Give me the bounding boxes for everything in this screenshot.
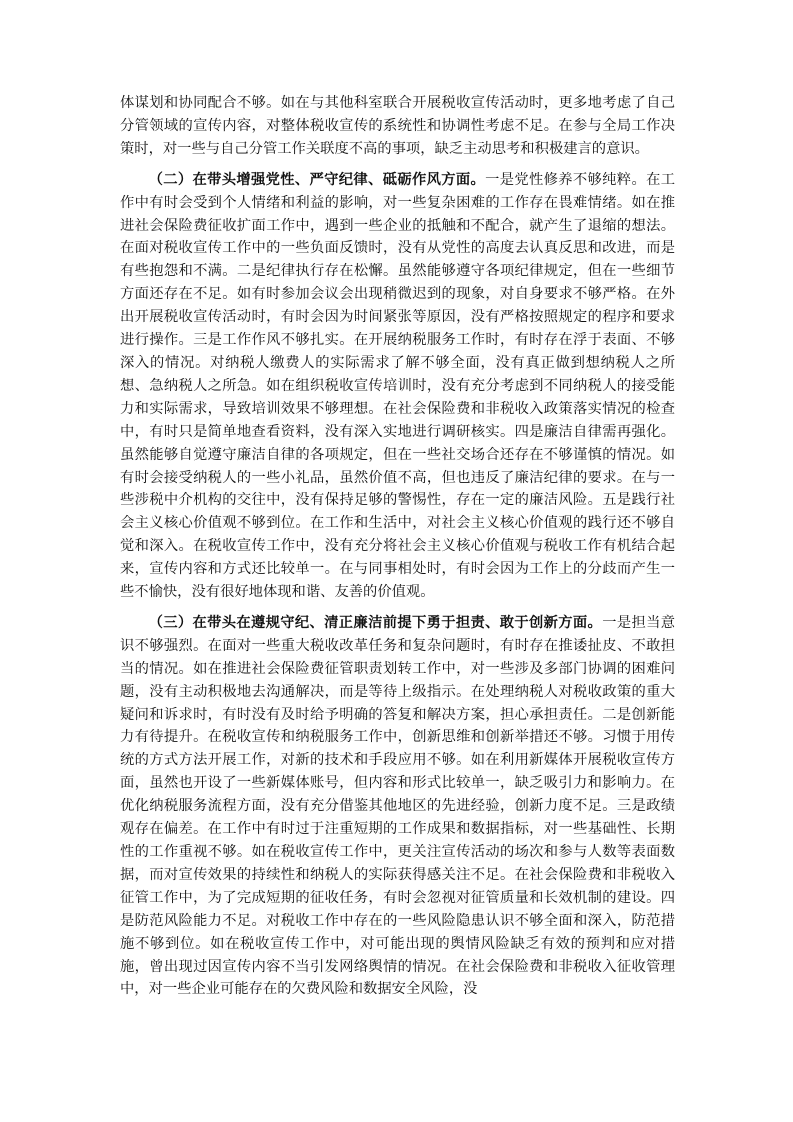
- document-page: [120, 92, 675, 1009]
- paragraph-3: [120, 612, 675, 1001]
- section-heading-2: （二）在带头增强党性、严守纪律、砥砺作风方面。: [148, 171, 486, 188]
- paragraph-2-text: 一是党性修养不够纯粹。在工作中有时会受到个人情绪和利益的影响，对一些复杂困难的工作存在畏难情绪。如在推进社会保险费征收扩面工作中，遇到一些企业的抵触和不配合，就产生了退缩的想法。在面对税收宣传工作中的一些负面反馈时，没有从党性的高度去认真反思和改进，而是有些抱怨和不满。二是纪律执行存在松懈。虽然能够遵守各项纪律规定，但在一些细节方面还存在不足。如有时参加会议会出现稍微迟到的现象，对自身要求不够严格。在外出开展税收宣传活动时，有时会因为时间紧张等原因，没有严格按照规定的程序和要求进行操作。三是工作作风不够扎实。在开展纳税服务工作时，有时存在浮于表面、不够深入的情况。对纳税人缴费人的实际需求了解不够全面，没有真正做到想纳税人之所想、急纳税人之所急。如在组织税收宣传培训时，没有充分考虑到不同纳税人的接受能力和实际需求，导致培训效果不够理想。在社会保险费和非税收入政策落实情况的检查中，有时只是简单地查看资料，没有深入实地进行调研核实。四是廉洁自律需再强化。虽然能够自觉遵守廉洁自律的各项规定，但在一些社交场合还存在不够谨慎的情况。如有时会接受纳税人的一些小礼品，虽然价值不高，但也违反了廉洁纪律的要求。在与一些涉税中介机构的交往中，没有保持足够的警惕性，存在一定的廉洁风险。五是践行社会主义核心价值观不够到位。在工作和生活中，对社会主义核心价值观的践行还不够自觉和深入。在税收宣传工作中，没有充分将社会主义核心价值观与税收工作有机结合起来，宣传内容和方式还比较单一。在与同事相处时，有时会因为工作上的分歧而产生一些不愉快，没有很好地体现和谐、友善的价值观。: [120, 171, 676, 601]
- section-heading-3: （三）在带头在遵规守纪、清正廉洁前提下勇于担责、敢于创新方面。: [148, 614, 603, 631]
- paragraph-2: [120, 169, 675, 604]
- paragraph-3-text: 一是担当意识不够强烈。在面对一些重大税收改革任务和复杂问题时，有时存在推诿扯皮、不敢担当的情况。如在推进社会保险费征管职责划转工作中，对一些涉及多部门协调的困难问题，没有主动积极地去沟通解决，而是等待上级指示。在处理纳税人对税收政策的重大疑问和诉求时，有时没有及时给予明确的答复和解决方案，担心承担责任。二是创新能力有待提升。在税收宣传和纳税服务工作中，创新思维和创新举措还不够。习惯于用传统的方式方法开展工作，对新的技术和手段应用不够。如在利用新媒体开展税收宣传方面，虽然也开设了一些新媒体账号，但内容和形式比较单一，缺乏吸引力和影响力。在优化纳税服务流程方面，没有充分借鉴其他地区的先进经验，创新力度不足。三是政绩观存在偏差。在工作中有时过于注重短期的工作成果和数据指标，对一些基础性、长期性的工作重视不够。如在税收宣传工作中，更关注宣传活动的场次和参与人数等表面数据，而对宣传效果的持续性和纳税人的实际获得感关注不足。在社会保险费和非税收入征管工作中，为了完成短期的征收任务，有时会忽视对征管质量和长效机制的建设。四是防范风险能力不足。对税收工作中存在的一些风险隐患认识不够全面和深入，防范措施不够到位。如在税收宣传工作中，对可能出现的舆情风险缺乏有效的预判和应对措施，曾出现过因宣传内容不当引发网络舆情的情况。在社会保险费和非税收入征收管理中，对一些企业可能存在的欠费风险和数据安全风险，没: [120, 614, 676, 998]
- paragraph-1-text: 体谋划和协同配合不够。如在与其他科室联合开展税收宣传活动时，更多地考虑了自己分管领域的宣传内容，对整体税收宣传的系统性和协调性考虑不足。在参与全局工作决策时，对一些与自己分管工作关联度不高的事项，缺乏主动思考和积极建言的意识。: [120, 95, 675, 157]
- paragraph-1: [120, 92, 675, 161]
